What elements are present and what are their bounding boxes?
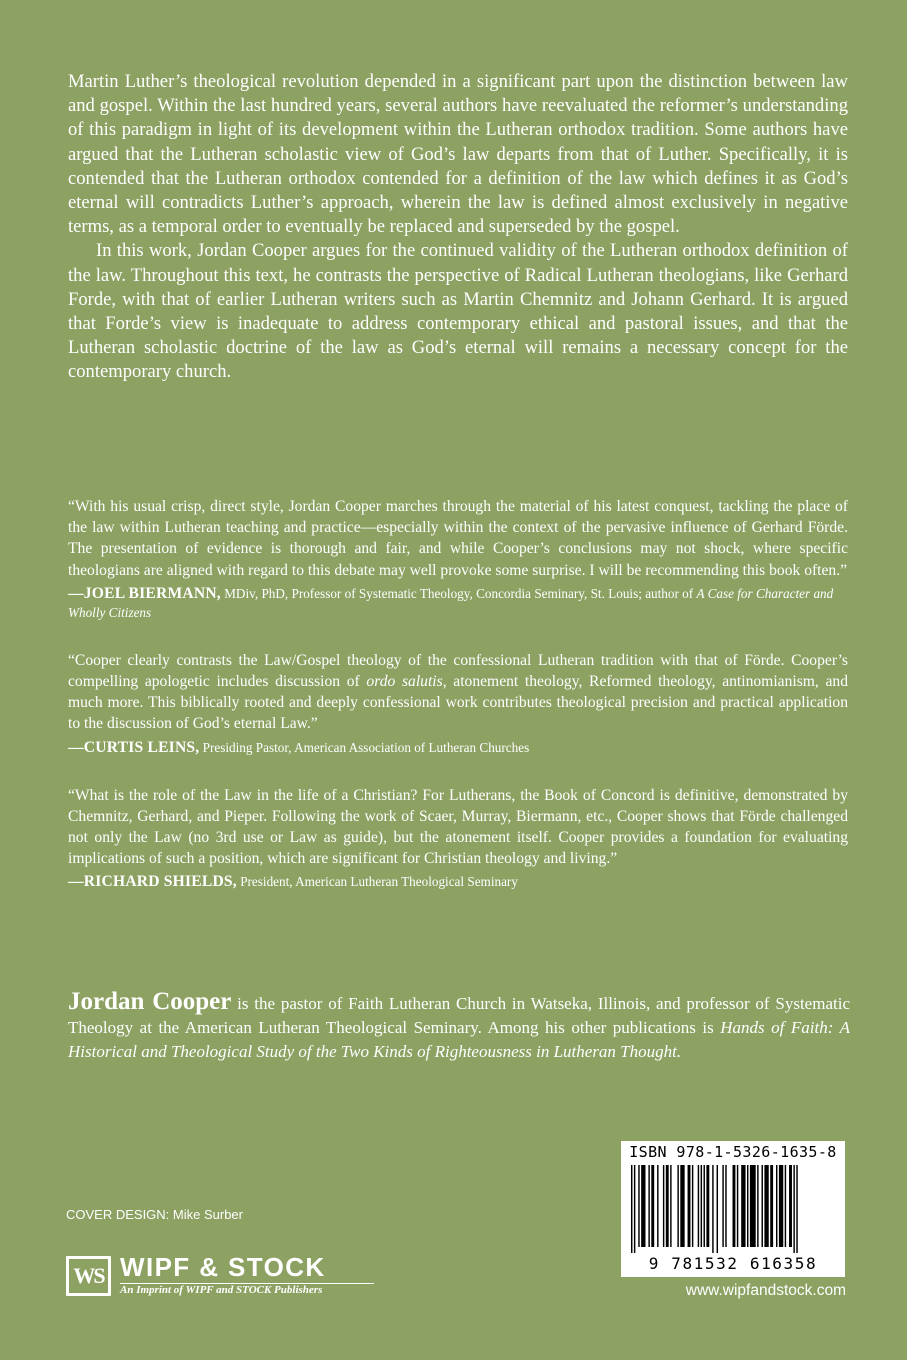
endorsement-attribution	[68, 872, 848, 891]
endorsement-quote: “Cooper clearly contrasts the Law/Gospel theology of the confessional Lutheran tradition with that of Förde. Cooper’s compelling apologetic includes discussion of ordo salutis, atonement theology, Reformed theology, antinomianism, and much more. This biblically rooted and deeply confessional work contributes theological precision and practical application to the discussion of God’s eternal Law.”	[68, 651, 848, 733]
barcode-bar	[741, 1165, 745, 1247]
book-summary	[68, 70, 848, 385]
barcode-bar	[704, 1165, 705, 1247]
barcode-bar	[698, 1165, 699, 1247]
publisher-name: WIPF & STOCK	[120, 1252, 326, 1282]
barcode-digits: 9 781532 616358	[648, 1254, 818, 1273]
barcode-bar	[757, 1165, 758, 1247]
publisher-mark-icon: WS	[66, 1256, 111, 1296]
author-name: Jordan Cooper	[68, 988, 232, 1015]
endorsement-quote: “With his usual crisp, direct style, Jordan Cooper marches through the material of his latest conquest, tackling the place of the law within Lutheran teaching and practice—especially within the context of the pervasive influence of Gerhard Förde. The presentation of evidence is thorough and fair, and while Cooper’s conclusions may not shock, where specific theologians are aligned with regard to this debate may well provoke some surprise. I will be recommending this book often.”	[68, 498, 848, 579]
barcode-bar	[776, 1165, 777, 1247]
cover-design-label: COVER DESIGN:	[66, 1207, 170, 1222]
barcode-bar	[793, 1165, 794, 1253]
endorsement-attribution	[68, 584, 848, 622]
barcode-bar	[651, 1165, 654, 1247]
endorser-credentials: President, American Lutheran Theological Seminary	[236, 874, 518, 890]
endorser-name: —CURTIS LEINS,	[68, 738, 200, 756]
endorser-name: —JOEL BIERMANN,	[68, 584, 221, 602]
publisher-tagline: An Imprint of WIPF and STOCK Publishers	[120, 1284, 323, 1296]
barcode-bar	[706, 1165, 709, 1247]
barcode-bar	[701, 1165, 702, 1247]
barcode-bar	[762, 1165, 763, 1247]
endorsement	[68, 650, 848, 757]
author-bio	[68, 990, 850, 1064]
barcode-bar	[648, 1165, 649, 1247]
barcode-bar	[680, 1165, 684, 1247]
barcode-bar	[725, 1165, 726, 1247]
barcode-bar	[634, 1165, 635, 1253]
endorsement	[68, 496, 848, 622]
barcode-bar	[717, 1165, 718, 1253]
barcode-bar	[770, 1165, 773, 1247]
endorser-credentials: MDiv, PhD, Professor of Systematic Theology, Concordia Seminary, St. Louis; author of A Case for Character and Wholly Citizens	[68, 585, 834, 620]
barcode-bar	[722, 1165, 723, 1247]
barcode-bar	[638, 1165, 639, 1247]
barcode-bar	[688, 1165, 691, 1247]
endorser-credentials: Presiding Pastor, American Association of Lutheran Churches	[199, 739, 530, 755]
barcode-bar	[670, 1165, 671, 1247]
barcode-bar	[677, 1165, 678, 1247]
summary-paragraph: In this work, Jordan Cooper argues for the continued validity of the Lutheran orthodox definition of the law. Throughout this text, he contrasts the perspective of Radical Lutheran theologians, like Gerhard Forde, with that of earlier Lutheran writers such as Martin Chemnitz and Johann Gerhard. It is argued that Forde’s view is inadequate to address contemporary ethical and pastoral issues, and that the Lutheran scholastic doctrine of the law as God’s eternal will remains a necessary concept for the contemporary church.	[68, 240, 848, 383]
endorsement-quote: “What is the role of the Law in the life of a Christian? For Lutherans, the Book of Concord is definitive, demonstrated by Chemnitz, Gerhard, and Pieper. Following the work of Scaer, Murray, Biermann, etc., Cooper shows that Förde challenged not only the Law (no 3rd use or Law as guide), but the atonement itself. Cooper provides a foundation for evaluating implications of such a position, which are significant for Christian theology and living.”	[68, 786, 848, 868]
endorsements	[68, 496, 848, 891]
barcode-bar	[692, 1165, 693, 1247]
barcode-bar	[631, 1165, 632, 1253]
barcode-bar	[733, 1165, 736, 1247]
barcode-bar	[737, 1165, 738, 1247]
barcode-bar	[750, 1165, 756, 1247]
barcode-bars	[627, 1165, 839, 1253]
barcode-bar	[663, 1165, 664, 1247]
cover-designer: Mike Surber	[169, 1207, 243, 1222]
publisher-website: www.wipfandstock.com	[685, 1282, 846, 1299]
barcode-bar	[747, 1165, 748, 1247]
barcode-bar	[712, 1165, 713, 1253]
cover-design-credit	[66, 1207, 243, 1222]
barcode-bar	[641, 1165, 645, 1247]
isbn-label: ISBN 978-1-5326-1635-8	[629, 1143, 837, 1161]
barcode-bar	[785, 1165, 786, 1247]
endorsement-attribution	[68, 738, 848, 757]
barcode-bar	[666, 1165, 669, 1247]
barcode-bar	[789, 1165, 792, 1247]
endorser-name: —RICHARD SHIELDS,	[68, 873, 237, 891]
barcode-bar	[764, 1165, 768, 1247]
endorsement	[68, 785, 848, 892]
publisher-logo	[66, 1252, 386, 1296]
barcode-bar	[657, 1165, 658, 1247]
isbn-barcode	[621, 1141, 845, 1277]
author-bio-text: is the pastor of Faith Lutheran Church in Watseka, Illinois, and professor of Systematic Theology at the American Lutheran Theological Seminary. Among his other publications is Hands of Faith: A Historical and Theological Study of the Two Kinds of Righteousness in Lutheran Thought.	[68, 994, 850, 1061]
summary-paragraph: Martin Luther’s theological revolution depended in a significant part upon the distinction between law and gospel. Within the last hundred years, several authors have reevaluated the reformer’s understanding of this paradigm in light of its development within the Lutheran orthodox tradition. Some authors have argued that the Lutheran scholastic view of God’s law departs from that of Luther. Specifically, it is contended that the Lutheran orthodox contended for a definition of the law which defines it as God’s eternal will contradicts Luther’s approach, wherein the law is defined almost exclusively in negative terms, as a temporal order to eventually be replaced and superseded by the gospel.	[68, 71, 848, 238]
barcode-bar	[779, 1165, 783, 1247]
barcode-bar	[796, 1165, 797, 1253]
